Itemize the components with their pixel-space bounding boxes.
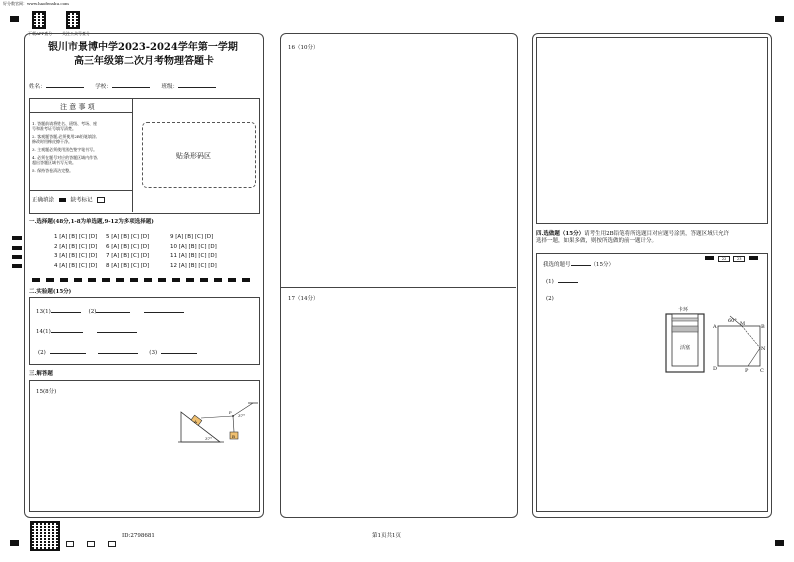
filled-mark-icon xyxy=(59,198,66,202)
school-field[interactable] xyxy=(112,87,150,88)
site-header[interactable]: 好分数官网：www.haofenshu.com xyxy=(3,1,69,6)
q13-line xyxy=(36,309,184,316)
ring-label: 卡环 xyxy=(678,307,689,313)
choice-group[interactable]: 12 [A] [B] [C] [D] xyxy=(170,262,217,269)
angle-60-label: 60° xyxy=(728,318,737,324)
choice-group[interactable]: 5 [A] [B] [C] [D] xyxy=(106,234,150,240)
q14-2b-answer[interactable] xyxy=(98,353,138,354)
notice-item: 修改时用橡皮擦干净。 xyxy=(32,139,72,144)
footer-marks xyxy=(66,533,116,552)
choice-group[interactable]: 1 [A] [B] [C] [D] xyxy=(54,234,98,240)
refracted-ray xyxy=(742,326,760,348)
q17-label: 17（14分） xyxy=(288,296,319,302)
chosen-question xyxy=(543,262,614,269)
sub-2-label: (2) xyxy=(546,296,554,302)
elective-text-2: 选择一题，如果多做，则按所选做的前一题计分。 xyxy=(536,238,658,244)
point-M: M xyxy=(740,321,746,327)
piston xyxy=(672,326,698,332)
footer-id: ID:2798681 xyxy=(122,533,155,539)
elective-heading: 四.选做题 xyxy=(536,231,560,237)
absent-checkbox[interactable] xyxy=(97,197,105,203)
footer-qr-code xyxy=(30,521,60,551)
row-mark xyxy=(12,264,22,268)
sub-1-answer[interactable] xyxy=(558,282,578,283)
page-subtitle: 高三年级第二次月考物理答题卡 xyxy=(74,56,214,67)
notice-item: 4. 必须在题号对应的答题区域内作答, xyxy=(32,155,99,160)
registration-mark xyxy=(775,16,784,22)
choice-row xyxy=(54,252,217,262)
row-mark xyxy=(12,236,22,240)
knot-P xyxy=(232,415,234,417)
piston-label: 活塞 xyxy=(680,345,691,351)
block-B-label: B xyxy=(232,434,235,439)
qr-code xyxy=(32,11,46,29)
notice-item: 3. 主观题必须使用黑色签字笔书写。 xyxy=(32,147,98,152)
rope-segment xyxy=(233,416,234,432)
q13-3-answer[interactable] xyxy=(144,312,184,313)
choice-row xyxy=(54,262,217,272)
incline-pulley-diagram xyxy=(178,398,258,444)
incline-angle-label: 37° xyxy=(205,436,213,441)
stop-ring xyxy=(672,318,698,321)
footer-box xyxy=(108,541,116,547)
q14-2-answer[interactable] xyxy=(50,353,86,354)
angle-label: 37° xyxy=(238,413,246,418)
name-label: 姓名： xyxy=(29,84,46,90)
fill-example xyxy=(32,197,105,205)
q14-label: 14(1) xyxy=(36,329,51,335)
elective-option-23[interactable]: 23 xyxy=(733,256,745,262)
choice-group[interactable]: 11 [A] [B] [C] [D] xyxy=(170,253,217,259)
choice-group[interactable]: 9 [A] [B] [C] [D] xyxy=(170,234,214,240)
corner-C: C xyxy=(760,368,764,374)
choice-group[interactable]: 10 [A] [B] [C] [D] xyxy=(170,243,217,250)
chosen-label: 我选的题号 xyxy=(543,262,571,268)
corner-B: B xyxy=(761,324,765,330)
section-2-heading: 二.实验题(15分) xyxy=(29,289,72,295)
elective-score: （15分） xyxy=(559,231,585,237)
q13-2-label: (2) xyxy=(88,309,97,315)
notice-heading: 注 意 事 项 xyxy=(60,103,95,111)
row-mark xyxy=(12,255,22,259)
sub-1-label: (1) xyxy=(546,279,554,285)
choice-row xyxy=(54,243,217,253)
q14-2-label: (2) xyxy=(38,350,46,356)
choice-group[interactable]: 2 [A] [B] [C] [D] xyxy=(54,243,98,250)
notice-item: 1. 答题前请将姓名、班级、考场、座 xyxy=(32,121,98,126)
elective-option-22[interactable]: 22 xyxy=(718,256,730,262)
point-P: P xyxy=(745,368,749,374)
point-P-label: P xyxy=(229,410,232,415)
notice-item: 超出答题区域书写无效。 xyxy=(32,160,76,165)
filled-mark-icon xyxy=(705,256,714,260)
notice-list xyxy=(32,121,132,173)
class-field[interactable] xyxy=(178,87,216,88)
cylinder-inner xyxy=(672,314,698,366)
middle-panel xyxy=(280,33,518,518)
corner-A: A xyxy=(713,324,717,330)
q14-line-2 xyxy=(38,350,197,357)
student-info xyxy=(29,84,216,91)
q13-label: 13(1) xyxy=(36,309,51,315)
reflected-ray xyxy=(748,348,760,366)
registration-mark xyxy=(10,16,19,22)
q15-label: 15(8分) xyxy=(36,389,57,395)
school-label: 学校： xyxy=(95,84,112,90)
notice-vertical-divider xyxy=(132,112,133,212)
notice-item: 2. 客观题答题,必须使用2B铅笔填涂, xyxy=(32,134,98,139)
fill-missing-label: 缺考标记 xyxy=(70,197,93,204)
choice-group[interactable]: 8 [A] [B] [C] [D] xyxy=(106,262,150,269)
choice-group[interactable]: 4 [A] [B] [C] [D] xyxy=(54,262,98,269)
q16-answer-area[interactable] xyxy=(281,287,516,288)
qr-code xyxy=(66,11,80,29)
qr-caption: 关注公众号查分 xyxy=(62,31,90,36)
registration-mark xyxy=(775,540,784,546)
filled-mark-icon xyxy=(749,256,758,260)
q16-continued-box[interactable] xyxy=(536,37,768,224)
name-field[interactable] xyxy=(46,87,84,88)
q14-3-answer[interactable] xyxy=(161,353,197,354)
page-number: 第1页共1页 xyxy=(372,533,401,539)
chosen-score: （15分） xyxy=(590,262,615,268)
point-N: N xyxy=(761,346,766,352)
prism-body xyxy=(718,326,760,366)
footer-box xyxy=(66,541,74,547)
barcode-label: 贴条形码区 xyxy=(176,152,211,160)
notice-item: 5. 保持答卷清洁完整。 xyxy=(32,168,74,173)
prism-optics-diagram xyxy=(712,314,768,374)
section-1-heading: 一.选择题(48分,1-8为单选题,9-12为多项选择题) xyxy=(29,219,154,225)
q14-3-label: (3) xyxy=(149,350,158,356)
elective-instruction xyxy=(536,231,768,245)
chosen-field[interactable] xyxy=(571,265,591,266)
footer-box xyxy=(87,541,95,547)
timing-marks xyxy=(32,278,254,282)
choice-group[interactable]: 7 [A] [B] [C] [D] xyxy=(106,253,150,259)
fill-correct-label: 正确填涂 xyxy=(32,197,55,204)
row-mark xyxy=(12,246,22,250)
rope-segment xyxy=(201,416,233,418)
q16-label: 16（10分） xyxy=(288,45,319,51)
choice-row xyxy=(54,233,217,243)
qr-caption: 下载APP查分 xyxy=(28,31,53,36)
choice-group[interactable]: 6 [A] [B] [C] [D] xyxy=(106,243,150,250)
notice-item: 号和准考证号填写清楚。 xyxy=(32,126,76,131)
block-A-label: A xyxy=(194,419,197,424)
elective-choice-marks xyxy=(705,256,758,262)
elective-text: 请考生用2B铅笔将所选题目对应题号涂黑，答题区域只允许 xyxy=(584,231,730,237)
choice-grid xyxy=(54,233,217,271)
q13-answer[interactable] xyxy=(51,312,81,313)
cylinder-piston-diagram xyxy=(664,304,708,374)
incline-plane xyxy=(181,412,220,442)
q13-2-answer[interactable] xyxy=(96,312,130,313)
registration-mark xyxy=(10,540,19,546)
sub-1 xyxy=(546,279,578,286)
q14-answer-2[interactable] xyxy=(97,332,137,333)
elective-box[interactable] xyxy=(536,253,768,512)
section-3-heading: 三.解答题 xyxy=(29,371,53,377)
q14-line xyxy=(36,329,137,336)
q14-answer[interactable] xyxy=(51,332,83,333)
class-label: 班级： xyxy=(161,84,179,90)
page-title: 银川市景博中学2023-2024学年第一学期 xyxy=(48,42,238,53)
corner-D: D xyxy=(713,366,718,372)
choice-group[interactable]: 3 [A] [B] [C] [D] xyxy=(54,253,98,259)
notice-divider xyxy=(29,190,132,191)
